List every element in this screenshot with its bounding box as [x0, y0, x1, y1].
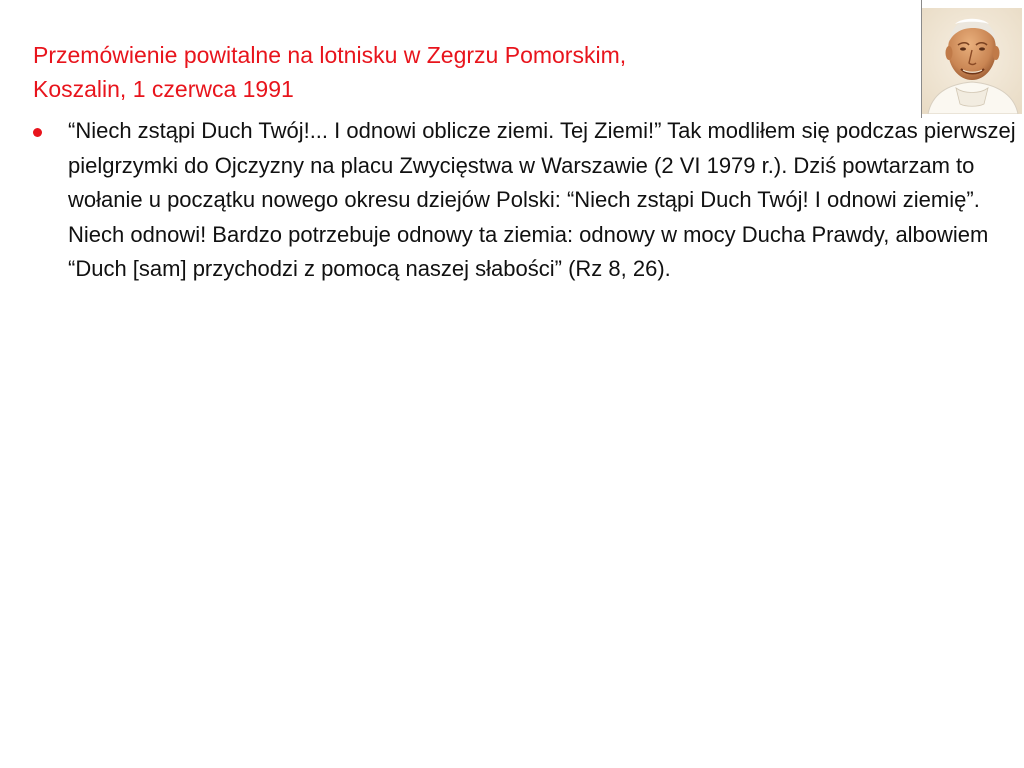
portrait-image — [922, 8, 1022, 114]
bullet-dot-icon — [33, 128, 42, 137]
portrait-photo-icon — [922, 8, 1022, 114]
slide-title-line-2: Koszalin, 1 czerwca 1991 — [33, 76, 294, 102]
list-item — [33, 114, 1023, 287]
bullet-list — [33, 114, 1023, 287]
slide-title — [33, 38, 893, 106]
slide-title-line-1: Przemówienie powitalne na lotnisku w Zegrzu Pomorskim, — [33, 42, 627, 68]
bullet-text: “Niech zstąpi Duch Twój!... I odnowi oblicze ziemi. Tej Ziemi!” Tak modliłem się podczas pierwszej pielgrzymki do Ojczyzny na placu Zwycięstwa w Warszawie (2 VI 1979 r.). Dziś powtarzam to wołanie u początku nowego okresu dziejów Polski: “Niech zstąpi Duch Twój! I odnowi ziemię”. Niech odnowi! Bardzo potrzebuje odnowy ta ziemia: odnowy w mocy Ducha Prawdy, albowiem “Duch [sam] przychodzi z pomocą naszej słabości” (Rz 8, 26). — [68, 118, 1016, 281]
